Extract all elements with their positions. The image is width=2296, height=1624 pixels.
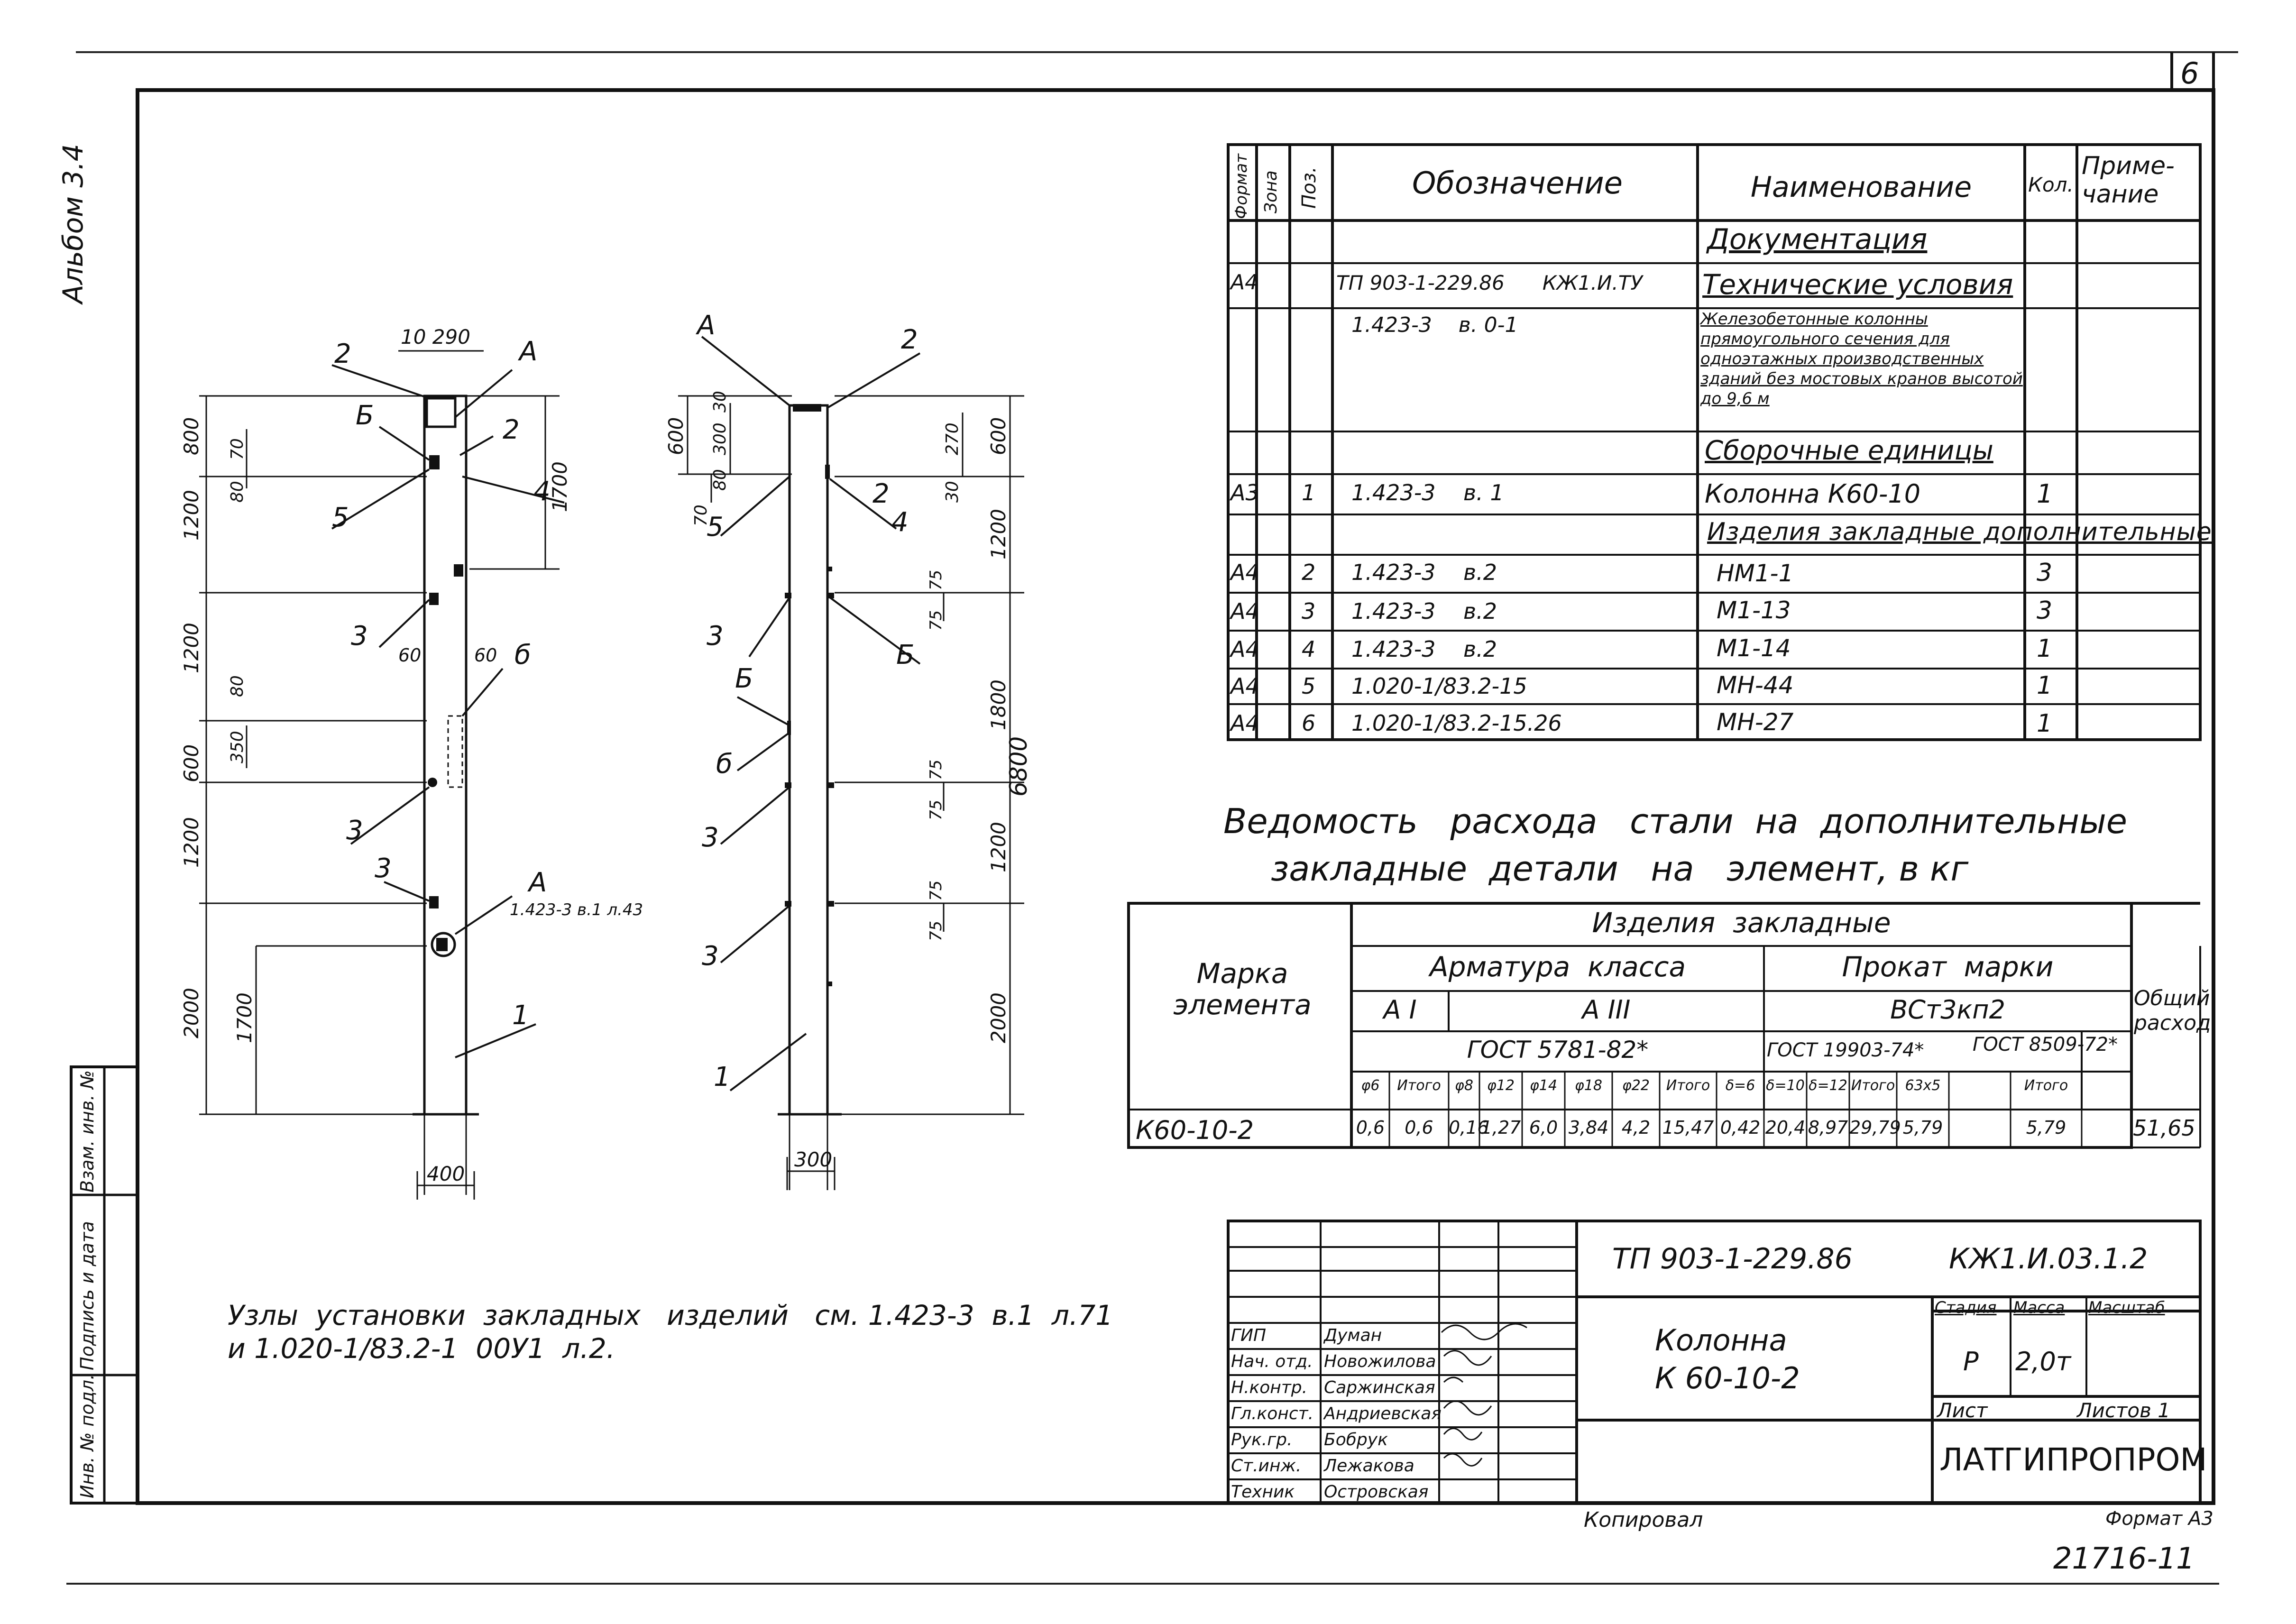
front-callout-3c: 3 — [375, 853, 392, 884]
spec-row-9-pos: 5 — [1302, 673, 1316, 699]
steel-row-value: 20,4 — [1765, 1117, 1806, 1138]
staff-role: ГИП — [1231, 1326, 1267, 1345]
side-callout-5: 5 — [707, 512, 724, 542]
side-dim-30: 30 — [710, 391, 730, 413]
steel-sub-header: φ12 — [1487, 1077, 1515, 1094]
steel-col-mark: Марка элемента — [1173, 957, 1312, 1021]
staff-role: Нач. отд. — [1231, 1352, 1313, 1371]
steel-row-value: 29,79 — [1849, 1117, 1901, 1138]
side-dim-bottom: 300 — [794, 1148, 833, 1171]
steel-table-title-1: Ведомость расхода стали на дополнительные — [1223, 801, 2128, 841]
front-callout-5: 5 — [332, 502, 349, 533]
front-dim-1700b: 1700 — [548, 461, 571, 512]
front-dim-bottom: 400 — [427, 1162, 465, 1185]
front-dim-60b: 60 — [474, 645, 497, 666]
steel-row-value: 6,0 — [1529, 1117, 1558, 1138]
steel-col-items: Изделия закладные — [1592, 907, 1891, 939]
spec-row-10-qty: 1 — [2037, 709, 2053, 738]
copied-by: Копировал — [1584, 1508, 1703, 1532]
steel-sub-header: φ8 — [1455, 1077, 1473, 1094]
spec-row-4-pos: 1 — [1302, 480, 1316, 505]
staff-name: Андриевская — [1324, 1404, 1442, 1423]
steel-sub-header: Итого — [1666, 1077, 1710, 1094]
side-dim-2000: 2000 — [987, 992, 1010, 1043]
side-callout-3c: 3 — [702, 941, 719, 972]
spec-header-note: Приме-чание — [2082, 152, 2175, 209]
front-dim-top: 10 290 — [401, 325, 470, 349]
note-line-1: Узлы установки закладных изделий см. 1.423-3 в.1 л.71 — [228, 1299, 1113, 1331]
album-label: Альбом 3.4 — [57, 144, 89, 303]
page-number: 6 — [2180, 56, 2199, 91]
front-callout-4: 4 — [533, 476, 551, 507]
spec-header-format: Формат — [1232, 154, 1251, 219]
side-dim-300: 300 — [710, 422, 730, 455]
spec-header-pos: Поз. — [1298, 166, 1320, 209]
steel-sub-header: δ=12 — [1809, 1077, 1847, 1094]
spec-row-7-pos: 3 — [1302, 598, 1316, 624]
spec-row-1-name: Технические условия — [1702, 268, 2013, 301]
title-stage-label: Стадия — [1935, 1298, 1997, 1317]
steel-row-mark: К60-10-2 — [1136, 1115, 1254, 1145]
title-sheet-code: КЖ1.И.03.1.2 — [1949, 1242, 2148, 1275]
side-dim-1200b: 1200 — [987, 822, 1010, 872]
steel-row-value: 5,79 — [1902, 1117, 1943, 1138]
staff-name: Саржинская — [1324, 1378, 1435, 1397]
steel-class-aiii: А III — [1582, 995, 1631, 1025]
spec-row-9-qty: 1 — [2037, 671, 2053, 700]
staff-role: Ст.инж. — [1231, 1456, 1302, 1476]
title-stage: Р — [1963, 1347, 1979, 1376]
steel-col-total: Общий расход — [2134, 986, 2211, 1035]
spec-row-6-pos: 2 — [1302, 560, 1316, 585]
signature-scribbles — [1442, 1324, 1527, 1466]
staff-role: Гл.конст. — [1231, 1404, 1314, 1423]
side-label-replace: Взам. инв. № — [77, 1070, 98, 1193]
spec-row-6-designation: 1.423-3 в.2 — [1351, 560, 1497, 585]
spec-row-9-designation: 1.020-1/83.2-15 — [1351, 673, 1527, 699]
front-embedded-plates — [428, 455, 463, 908]
side-dim-1800: 1800 — [987, 679, 1010, 730]
steel-sub-header: Итого — [1851, 1077, 1895, 1094]
staff-name: Новожилова — [1324, 1352, 1436, 1371]
front-node-label: А — [529, 867, 547, 898]
steel-sub-header: δ=6 — [1725, 1077, 1755, 1094]
front-node-ref: 1.423-3 в.1 л.43 — [510, 900, 643, 919]
title-name-1: Колонна — [1655, 1323, 1787, 1358]
steel-sub-header: Итого — [2024, 1077, 2068, 1094]
front-hidden-plate — [448, 716, 462, 787]
spec-row-10-pos: 6 — [1302, 710, 1316, 736]
title-sheets-label: Листов 1 — [2077, 1399, 2170, 1422]
side-dim-270: 270 — [943, 422, 962, 455]
side-callout-3b: 3 — [702, 822, 719, 853]
side-callout-2: 2 — [901, 324, 918, 355]
front-callout-A: А — [519, 336, 538, 367]
steel-gost-rolled-2: ГОСТ 8509-72* — [1973, 1034, 2118, 1055]
side-dim-70: 70 — [691, 505, 711, 526]
front-column — [413, 396, 479, 1114]
steel-sub-header: 63x5 — [1905, 1077, 1941, 1094]
spec-row-8-designation: 1.423-3 в.2 — [1351, 636, 1497, 662]
steel-row-value: 0,6 — [1356, 1117, 1385, 1138]
spec-row-4-qty: 1 — [2037, 479, 2053, 509]
steel-sub-header: Итого — [1397, 1077, 1441, 1094]
spec-row-4-name: Колонна К60-10 — [1705, 479, 1921, 509]
title-mass-label: Масса — [2013, 1298, 2065, 1317]
spec-row-7-format: А4 — [1231, 598, 1259, 624]
front-callout-B: Б — [356, 400, 374, 431]
side-dim-600b: 600 — [987, 417, 1010, 455]
side-callout-B2: Б — [735, 663, 753, 694]
front-callout-2b: 2 — [503, 414, 520, 445]
steel-grade: ВСт3кп2 — [1890, 995, 2005, 1025]
steel-gost-rolled-1: ГОСТ 19903-74* — [1767, 1039, 1924, 1061]
steel-col-rebar: Арматура класса — [1429, 951, 1686, 983]
front-callout-6: б — [514, 640, 531, 670]
spec-row-6-format: А4 — [1231, 560, 1259, 585]
spec-row-6-name: НМ1-1 — [1717, 560, 1794, 587]
side-column — [778, 405, 842, 1114]
node-a-plate — [436, 938, 448, 951]
title-doc-code: ТП 903-1-229.86 — [1612, 1242, 1853, 1275]
spec-row-10-format: А4 — [1231, 710, 1259, 736]
front-dim-70: 70 — [228, 438, 247, 460]
title-sheet-label: Лист — [1937, 1399, 1988, 1422]
steel-class-ai: А I — [1383, 995, 1417, 1025]
side-dim-overall: 6800 — [1005, 736, 1032, 797]
front-dim-1200a: 1200 — [180, 490, 203, 541]
title-mass: 2,0т — [2015, 1347, 2071, 1376]
steel-gost-rebar: ГОСТ 5781-82* — [1467, 1036, 1649, 1064]
steel-row-value: 4,2 — [1621, 1117, 1651, 1138]
front-dim-60a: 60 — [398, 645, 422, 666]
front-dim-80a: 80 — [228, 481, 247, 503]
staff-name: Островская — [1324, 1482, 1429, 1502]
staff-name: Лежакова — [1324, 1456, 1414, 1476]
side-label-inv: Инв. № подл. — [77, 1374, 98, 1498]
staff-name: Бобрук — [1324, 1430, 1388, 1450]
front-dim-800: 800 — [180, 417, 203, 455]
front-callout-3b: 3 — [346, 815, 363, 846]
front-dim-350: 350 — [228, 731, 247, 763]
spec-header-zone: Зона — [1261, 170, 1281, 213]
steel-col-rolled: Прокат марки — [1842, 951, 2054, 983]
steel-row-value: 0,16 — [1449, 1117, 1489, 1138]
archive-number: 21716-11 — [2053, 1541, 2195, 1576]
front-dim-2000: 2000 — [180, 988, 203, 1038]
staff-name: Думан — [1324, 1326, 1382, 1345]
spec-row-1-format: А4 — [1231, 270, 1258, 294]
spec-header-name: Наименование — [1750, 171, 1972, 204]
spec-row-8-qty: 1 — [2037, 634, 2053, 663]
spec-row-0-name: Документация — [1707, 223, 1928, 256]
title-organization: ЛАТГИПРОПРОМ — [1939, 1441, 2207, 1478]
spec-row-2-designation: 1.423-3 в. 0-1 — [1351, 313, 1518, 337]
steel-row-value: 0,6 — [1405, 1117, 1433, 1138]
side-dim-80: 80 — [710, 469, 730, 491]
format-label: Формат А3 — [2105, 1508, 2213, 1530]
side-callout-4: 4 — [891, 507, 909, 538]
front-dim-1200b: 1200 — [180, 623, 203, 673]
side-dim-75f: 75 — [927, 920, 946, 941]
front-callout-3: 3 — [351, 621, 368, 651]
side-dim-30b: 30 — [943, 481, 962, 503]
spec-row-2-name: Железобетонные колонны прямоугольного сечения для одноэтажных производственных зданий без мостовых кранов высотой до 9,6 м — [1700, 310, 2023, 408]
front-callout-2: 2 — [334, 339, 351, 369]
steel-sub-header: δ=10 — [1766, 1077, 1805, 1094]
spec-row-9-format: А4 — [1231, 673, 1259, 699]
spec-row-5-name: Изделия закладные дополнительные — [1707, 518, 2212, 546]
side-dim-75b: 75 — [927, 610, 946, 631]
spec-row-4-format: А3 — [1231, 480, 1259, 505]
spec-row-10-designation: 1.020-1/83.2-15.26 — [1351, 710, 1562, 736]
side-dim-600: 600 — [664, 417, 688, 455]
front-dim-1700a: 1700 — [233, 992, 256, 1043]
steel-sub-header: φ6 — [1361, 1077, 1380, 1094]
steel-row-total: 51,65 — [2133, 1115, 2195, 1141]
steel-sub-header: φ14 — [1530, 1077, 1557, 1094]
side-dim-1200: 1200 — [987, 509, 1010, 560]
spec-header-designation: Обозначение — [1412, 166, 1623, 201]
side-label-sign: Подпись и дата — [77, 1221, 98, 1370]
steel-row-value: 15,47 — [1662, 1117, 1714, 1138]
note-line-2: и 1.020-1/83.2-1 00У1 л.2. — [228, 1332, 615, 1365]
spec-row-7-qty: 3 — [2037, 596, 2053, 625]
side-dim-75e: 75 — [927, 880, 946, 901]
front-dim-1200c: 1200 — [180, 817, 203, 868]
side-callout-1: 1 — [714, 1062, 731, 1092]
side-callout-A: А — [697, 310, 716, 341]
spec-row-10-name: МН-27 — [1717, 708, 1794, 736]
side-callout-2b: 2 — [872, 478, 890, 509]
staff-role: Рук.гр. — [1231, 1430, 1293, 1450]
front-dim-600: 600 — [180, 744, 203, 782]
staff-role: Н.контр. — [1231, 1378, 1308, 1397]
front-dim-80b: 80 — [228, 675, 247, 697]
steel-row-value: 0,42 — [1720, 1117, 1761, 1138]
steel-table-title-2: закладные детали на элемент, в кг — [1271, 849, 1969, 889]
side-dim-75a: 75 — [927, 569, 946, 590]
steel-row-value: 8,97 — [1808, 1117, 1848, 1138]
spec-row-3-name: Сборочные единицы — [1705, 435, 1993, 466]
steel-sub-header: φ22 — [1622, 1077, 1650, 1094]
spec-row-6-qty: 3 — [2037, 559, 2053, 587]
title-scale-label: Масштаб — [2088, 1298, 2165, 1317]
side-callout-6: б — [716, 749, 733, 780]
steel-row-value: 1,27 — [1480, 1117, 1521, 1138]
spec-row-8-format: А4 — [1231, 636, 1259, 662]
spec-row-4-designation: 1.423-3 в. 1 — [1351, 480, 1504, 505]
front-callout-1: 1 — [512, 1000, 529, 1031]
side-callout-B: Б — [896, 640, 915, 670]
spec-row-8-name: М1-14 — [1717, 634, 1791, 662]
steel-row-value: 3,84 — [1568, 1117, 1609, 1138]
side-dim-75d: 75 — [927, 799, 946, 820]
spec-row-7-name: М1-13 — [1717, 596, 1791, 624]
side-callout-3: 3 — [707, 621, 724, 651]
title-name-2: К 60-10-2 — [1655, 1361, 1800, 1395]
steel-row-value: 5,79 — [2026, 1117, 2066, 1138]
spec-row-1-designation: ТП 903-1-229.86 КЖ1.И.ТУ — [1336, 271, 1643, 294]
side-dim-75c: 75 — [927, 759, 946, 780]
spec-row-9-name: МН-44 — [1717, 671, 1794, 699]
spec-row-8-pos: 4 — [1302, 636, 1316, 662]
staff-role: Техник — [1231, 1482, 1295, 1502]
spec-row-7-designation: 1.423-3 в.2 — [1351, 598, 1497, 624]
spec-header-qty: Кол. — [2028, 173, 2074, 196]
steel-sub-header: φ18 — [1575, 1077, 1602, 1094]
